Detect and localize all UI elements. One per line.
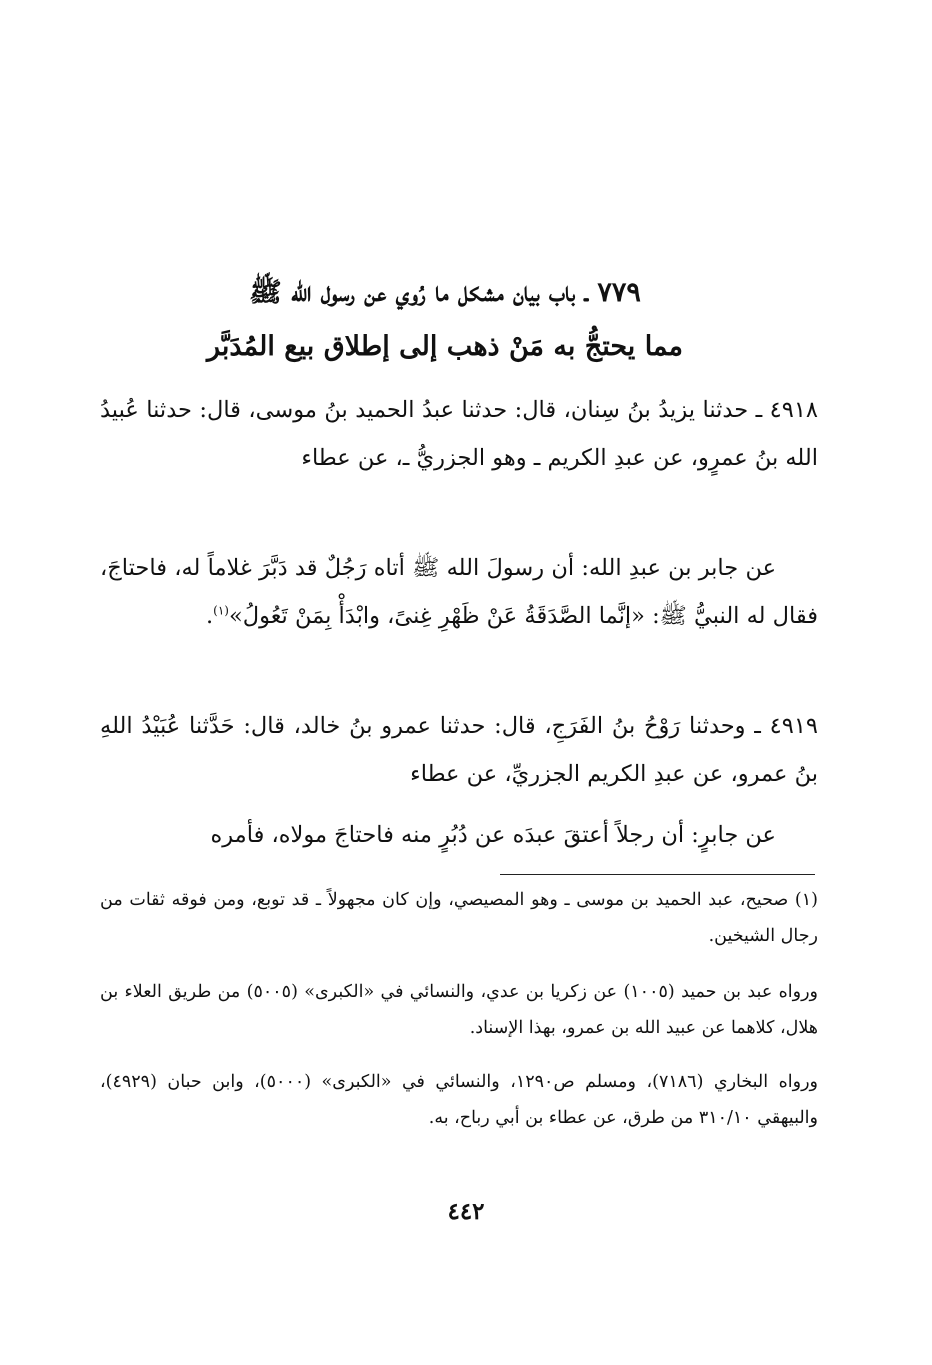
hadith-4918-matn bbox=[100, 544, 818, 640]
chapter-heading-line-1: ٧٧٩ ـ باب بيان مشكل ما رُوي عن رسول الله ﷺ bbox=[249, 277, 641, 308]
footnote-divider bbox=[500, 874, 815, 875]
chapter-heading-line-2: مما يحتجُّ به مَنْ ذهب إلى إطلاق بيع المُدَبَّر bbox=[206, 331, 684, 362]
footnote-ref: (١) bbox=[213, 603, 229, 618]
footnote-1: (١) صحيح، عبد الحميد بن موسى ـ وهو المصيصي، وإن كان مجهولاً ـ قد توبع، ومن فوقه ثقات من رجال الشيخين. bbox=[100, 890, 818, 946]
hadith-4919-isnad: ٤٩١٩ ـ وحدثنا رَوْحُ بنُ الفَرَجِ، قال: حدثنا عمرو بنُ خالد، قال: حَدَّثنا عُبَيْدُ اللهِ بنُ عمرو، عن عبدِ الكريم الجزريِّ، عن عطاء bbox=[100, 713, 818, 787]
hadith-4918-matn-text: عن جابر بن عبدِ الله: أن رسولَ الله ﷺ أتاه رَجُلٌ قد دَبَّرَ غلاماً له، فاحتاجَ، فقال له النبيُّ ﷺ: «إنَّما الصَّدَقَةُ عَنْ ظَهْرِ غِنىً، وابْدَأْ بِمَنْ تَعُولُ» bbox=[100, 555, 818, 629]
hadith-4919-matn: عن جابرٍ: أن رجلاً أعتقَ عبدَه عن دُبُرٍ منه فاحتاجَ مولاه، فأمره bbox=[210, 822, 776, 848]
footnote-1-continuation-b: ورواه البخاري (٧١٨٦)، ومسلم ص١٢٩٠، والنسائي في «الكبرى» (٥٠٠٠)، وابن حبان (٤٩٢٩)، والبيهقي ٣١٠/١٠ من طرق، عن عطاء بن أبي رباح، به. bbox=[100, 1072, 818, 1128]
hadith-4918-isnad: ٤٩١٨ ـ حدثنا يزيدُ بنُ سِنان، قال: حدثنا عبدُ الحميد بنُ موسى، قال: حدثنا عُبيدُ الله بنُ عمرٍو، عن عبدِ الكريم ـ وهو الجزريُّ ـ، عن عطاء bbox=[100, 397, 818, 471]
hadith-4918-matn-end: . bbox=[205, 603, 214, 629]
page-number: ٤٤٢ bbox=[447, 1198, 485, 1225]
footnote-1-continuation-a: ورواه عبد بن حميد (١٠٠٥) عن زكريا بن عدي، والنسائي في «الكبرى» (٥٠٠٥) من طريق العلاء بن هلال، كلاهما عن عبيد الله بن عمرو، بهذا الإسناد. bbox=[100, 982, 818, 1038]
